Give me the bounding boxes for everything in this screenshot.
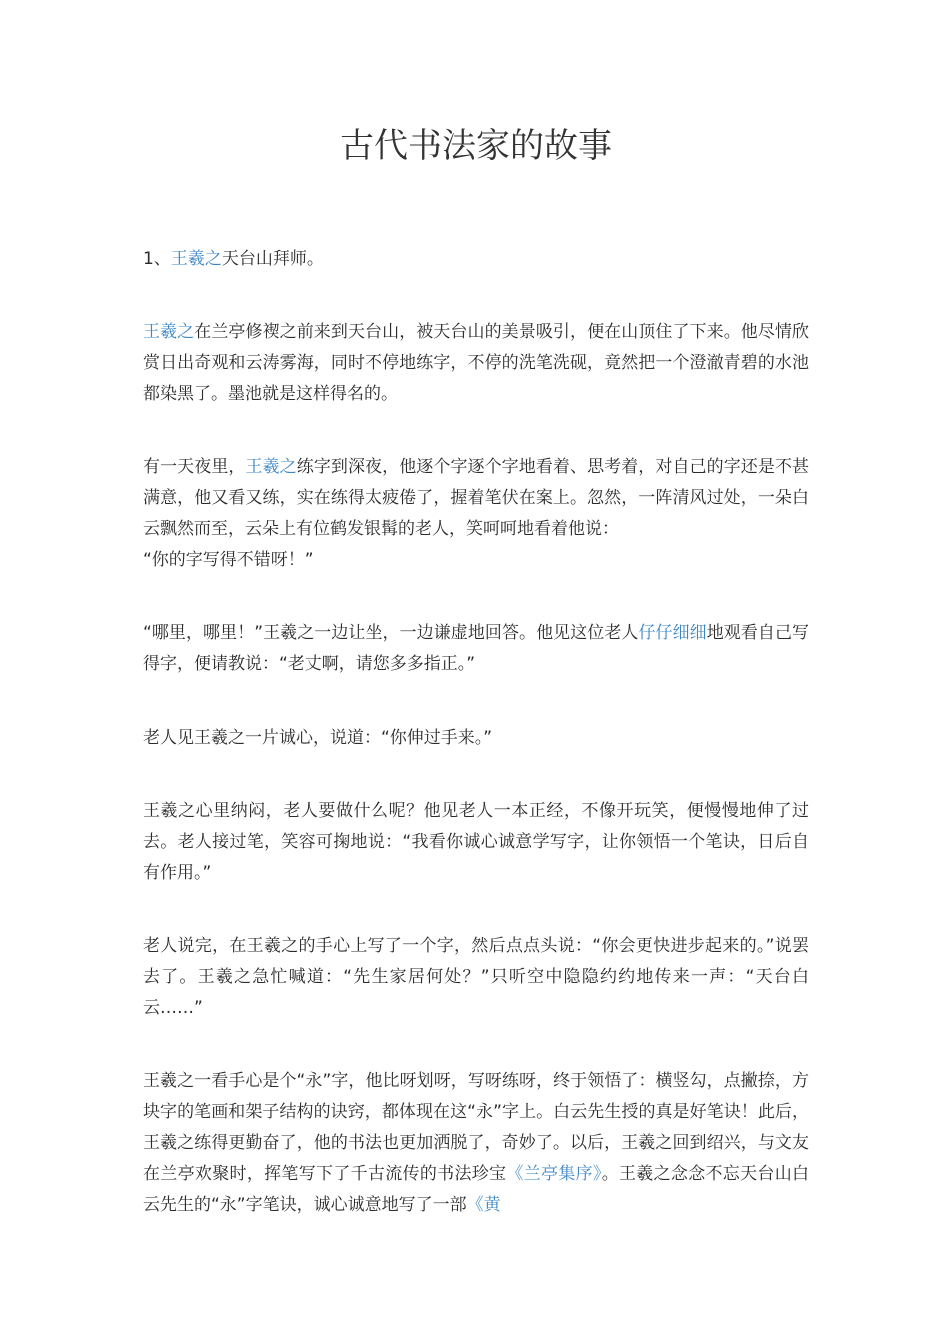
quote-text: “你的字写得不错呀！” xyxy=(143,550,314,570)
paragraph-text: “哪里，哪里！”王羲之一边让坐，一边谦虚地回答。他见这位老人 xyxy=(143,623,639,643)
paragraph-3 xyxy=(143,618,809,680)
heading-1 xyxy=(143,244,809,275)
paragraph-1 xyxy=(143,317,809,410)
link-huang[interactable]: 《黄 xyxy=(466,1195,501,1215)
paragraph-5: 王羲之心里纳闷，老人要做什么呢？他见老人一本正经，不像开玩笑，便慢慢地伸了过去。老人接过笔，笑容可掬地说：“我看你诚心诚意学写字，让你领悟一个笔诀，日后自有作用。” xyxy=(143,801,809,883)
heading-number: 1、 xyxy=(143,249,171,269)
heading-text: 天台山拜师。 xyxy=(221,249,324,269)
paragraph-2 xyxy=(143,452,809,576)
paragraph-text: 王羲之一看手心是个“永”字，他比呀划呀，写呀练呀，终于领悟了：横竖勾，点撇捺，方块字的笔画和架子结构的诀窍，都体现在这“永”字上。白云先生授的真是好笔诀！此后，王羲之练得更勤奋了，他的书法也更加洒脱了，奇妙了。以后，王羲之回到绍兴，与文友在兰亭欢聚时，挥笔写下了千古流传的书法珍宝 xyxy=(143,1071,809,1184)
paragraph-text: 在兰亭修褉之前来到天台山，被天台山的美景吸引，便在山顶住了下来。他尽情欣赏日出奇观和云涛雾海，同时不停地练字，不停的洗笔洗砚，竟然把一个澄澈青碧的水池都染黑了。墨池就是这样得名的。 xyxy=(143,322,810,404)
link-lanting-preface[interactable]: 《兰亭集序》 xyxy=(506,1164,602,1184)
link-wang-xizhi[interactable]: 王羲之 xyxy=(245,457,297,477)
link-zai-xi[interactable]: 仔仔细细 xyxy=(638,623,707,643)
paragraph-6: 老人说完，在王羲之的手心上写了一个字，然后点点头说：“你会更快进步起来的。”说罢去了。王羲之急忙喊道：“先生家居何处？”只听空中隐隐约约地传来一声：“天台白云……” xyxy=(143,936,809,1018)
paragraph-text: 练字到深夜，他逐个字逐个字地看着、思考着，对自己的字还是不甚满意，他又看又练，实在练得太疲倦了，握着笔伏在案上。忽然，一阵清风过处，一朵白云飘然而至，云朵上有位鹤发银髯的老人，笑呵呵地看着他说： xyxy=(143,457,810,539)
link-wang-xizhi[interactable]: 王羲之 xyxy=(143,322,195,342)
paragraph-text: 。王羲之念念不忘天台山白云先生的“永”字笔诀，诚心诚意地写了一部 xyxy=(143,1164,810,1215)
link-wang-xizhi[interactable]: 王羲之 xyxy=(170,249,222,269)
paragraph-text: 地观看自己写得字，便请教说：“老丈啊，请您多多指正。” xyxy=(143,623,810,674)
paragraph-7 xyxy=(143,1066,809,1221)
page-title: 古代书法家的故事 xyxy=(340,126,612,166)
paragraph-text: 有一天夜里， xyxy=(143,457,246,477)
paragraph-4: 老人见王羲之一片诚心，说道：“你伸过手来。” xyxy=(143,728,493,748)
